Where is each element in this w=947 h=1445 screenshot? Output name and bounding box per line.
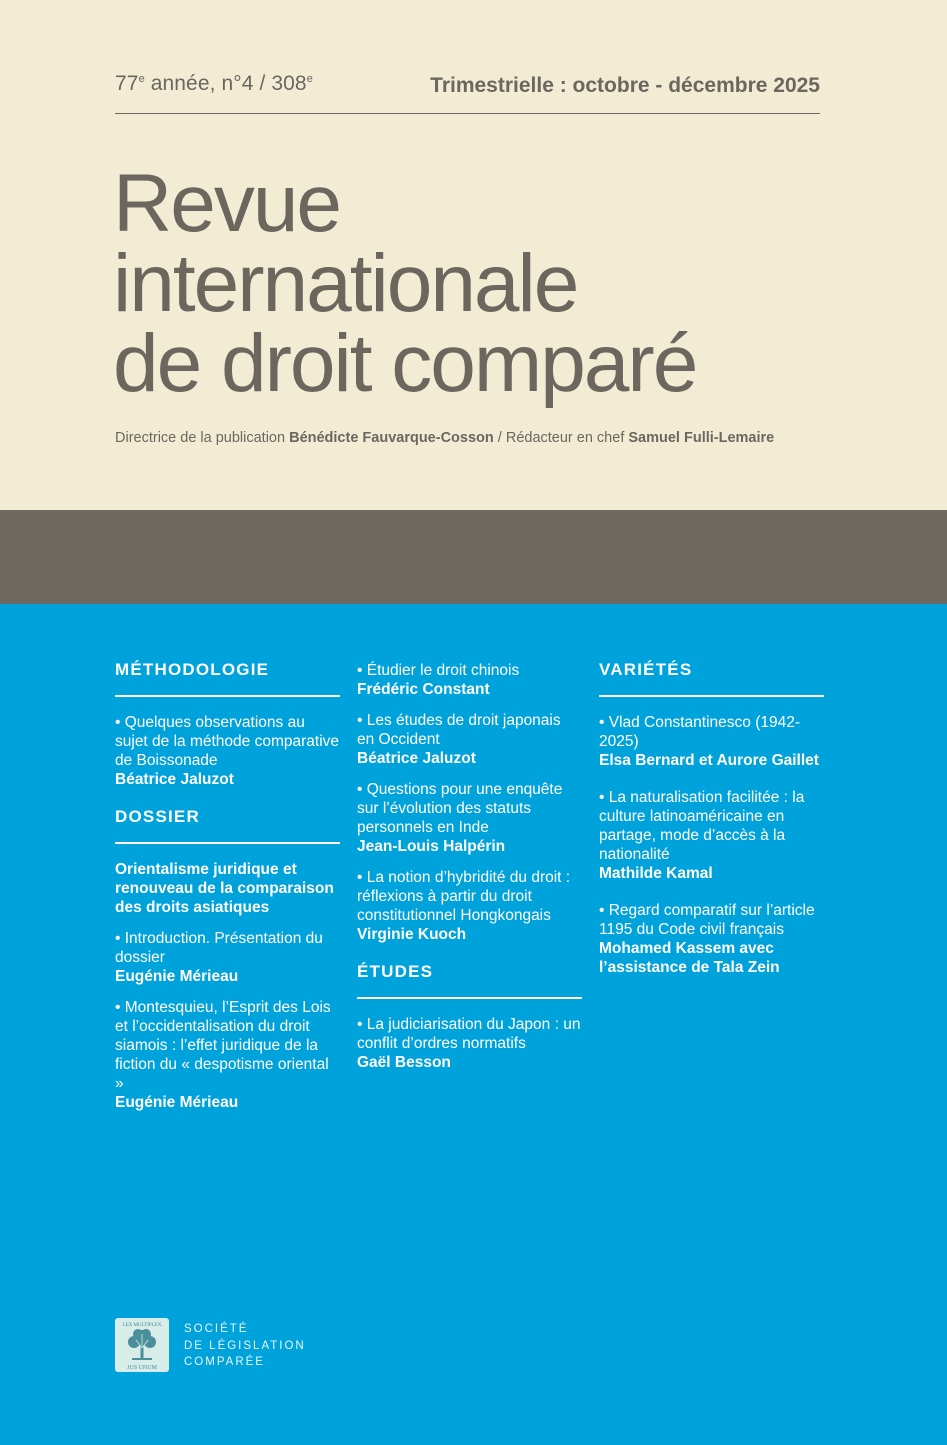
section-title-methodologie: MÉTHODOLOGIE (115, 660, 340, 697)
grey-band (0, 510, 947, 604)
tree-icon (115, 1318, 169, 1372)
publisher-name: SOCIÉTÉ DE LÉGISLATION COMPARÉE (184, 1323, 306, 1368)
editor-name: Samuel Fulli-Lemaire (628, 430, 775, 446)
toc-entry: • Les études de droit japonais en Occident Béatrice Jaluzot (357, 712, 561, 767)
title-line-3: de droit comparé (113, 318, 697, 409)
issue-number: 77e année, n°4 / 308e (115, 72, 313, 95)
toc-entry: • Quelques observations au sujet de la méthode comparative de Boissonade Béatrice Jaluzot (115, 714, 340, 788)
column-3 (599, 660, 824, 989)
toc-entry: • La notion d’hybridité du droit : réflexions à partir du droit constitutionnel Hongkongais Virginie Kuoch (357, 869, 571, 943)
toc-entry: • Questions pour une enquête sur l’évolution des statuts personnels en Inde Jean-Louis Halpérin (357, 781, 563, 855)
toc-entry: • La judiciarisation du Japon : un conflit d’ordres normatifs Gaël Besson (357, 1016, 581, 1071)
column-2 (357, 661, 582, 1084)
toc-entry: • Introduction. Présentation du dossier Eugénie Mérieau (115, 930, 323, 985)
title-line-2: internationale (113, 238, 578, 329)
toc-entry: • Vlad Constantinesco (1942-2025) Elsa Bernard et Aurore Gaillet (599, 714, 819, 769)
header-divider (115, 113, 820, 114)
toc-entry: • Étudier le droit chinois Frédéric Constant (357, 662, 520, 698)
society-logo (115, 1318, 169, 1372)
svg-text:JUS UNUM: JUS UNUM (127, 1365, 157, 1371)
section-title-varietes: VARIÉTÉS (599, 660, 824, 697)
toc-entry: • La naturalisation facilitée : la culture latinoaméricaine en partage, mode d’accès à la nationalité Mathilde Kamal (599, 789, 805, 882)
column-1 (115, 660, 340, 1124)
toc-entry: • Regard comparatif sur l’article 1195 du Code civil français Mohamed Kassem avec l’assistance de Tala Zein (599, 902, 815, 976)
section-title-dossier: DOSSIER (115, 807, 340, 844)
section-title-etudes: ÉTUDES (357, 962, 582, 999)
publication-period: Trimestrielle : octobre - décembre 2025 (430, 74, 820, 97)
dossier-heading: Orientalisme juridique et renouveau de la comparaison des droits asiatiques (115, 861, 334, 916)
director-name: Bénédicte Fauvarque-Cosson (289, 430, 494, 446)
editorial-credits: Directrice de la publication Bénédicte Fauvarque-Cosson / Rédacteur en chef Samuel Fulli-Lemaire (115, 430, 775, 446)
journal-title (113, 158, 697, 409)
toc-entry: • Montesquieu, l’Esprit des Lois et l’occidentalisation du droit siamois : l’effet juridique de la fiction du « despotisme oriental » Eugénie Mérieau (115, 999, 331, 1111)
svg-text:LEX MULTIPLEX: LEX MULTIPLEX (122, 1323, 162, 1328)
title-line-1: Revue (113, 158, 341, 249)
